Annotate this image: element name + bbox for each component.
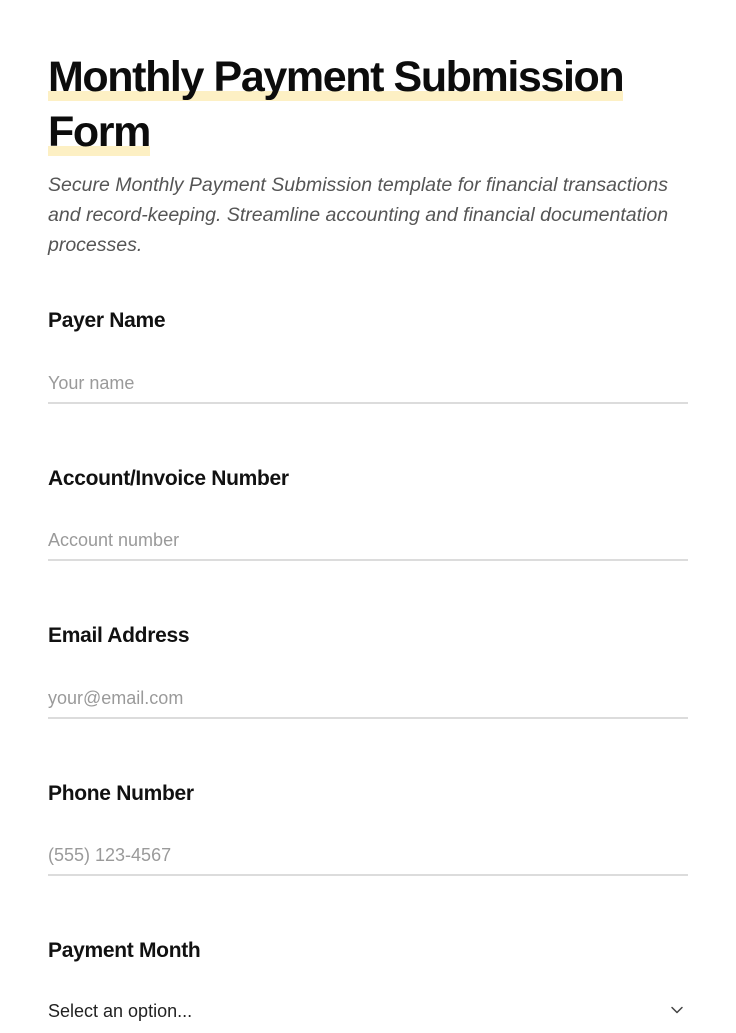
form-description: Secure Monthly Payment Submission template for financial transactions and record-keeping. Streamline accounting and financial documentation processes. — [48, 174, 669, 256]
payer-name-input[interactable] — [48, 364, 688, 404]
payment-month-label: Payment Month — [48, 939, 201, 962]
phone-input[interactable] — [48, 836, 688, 876]
chevron-down-icon — [670, 1003, 684, 1017]
account-number-input[interactable] — [48, 521, 688, 561]
payment-month-select[interactable] — [48, 993, 688, 1033]
form-title-text: Monthly Payment Submission Form — [48, 53, 624, 156]
form-title — [48, 50, 688, 160]
account-number-label: Account/Invoice Number — [48, 467, 289, 490]
phone-label: Phone Number — [48, 782, 194, 805]
email-label: Email Address — [48, 624, 190, 647]
payment-month-selected-value: Select an option... — [48, 1001, 193, 1021]
email-input[interactable] — [48, 679, 688, 719]
payer-name-label: Payer Name — [48, 309, 166, 332]
